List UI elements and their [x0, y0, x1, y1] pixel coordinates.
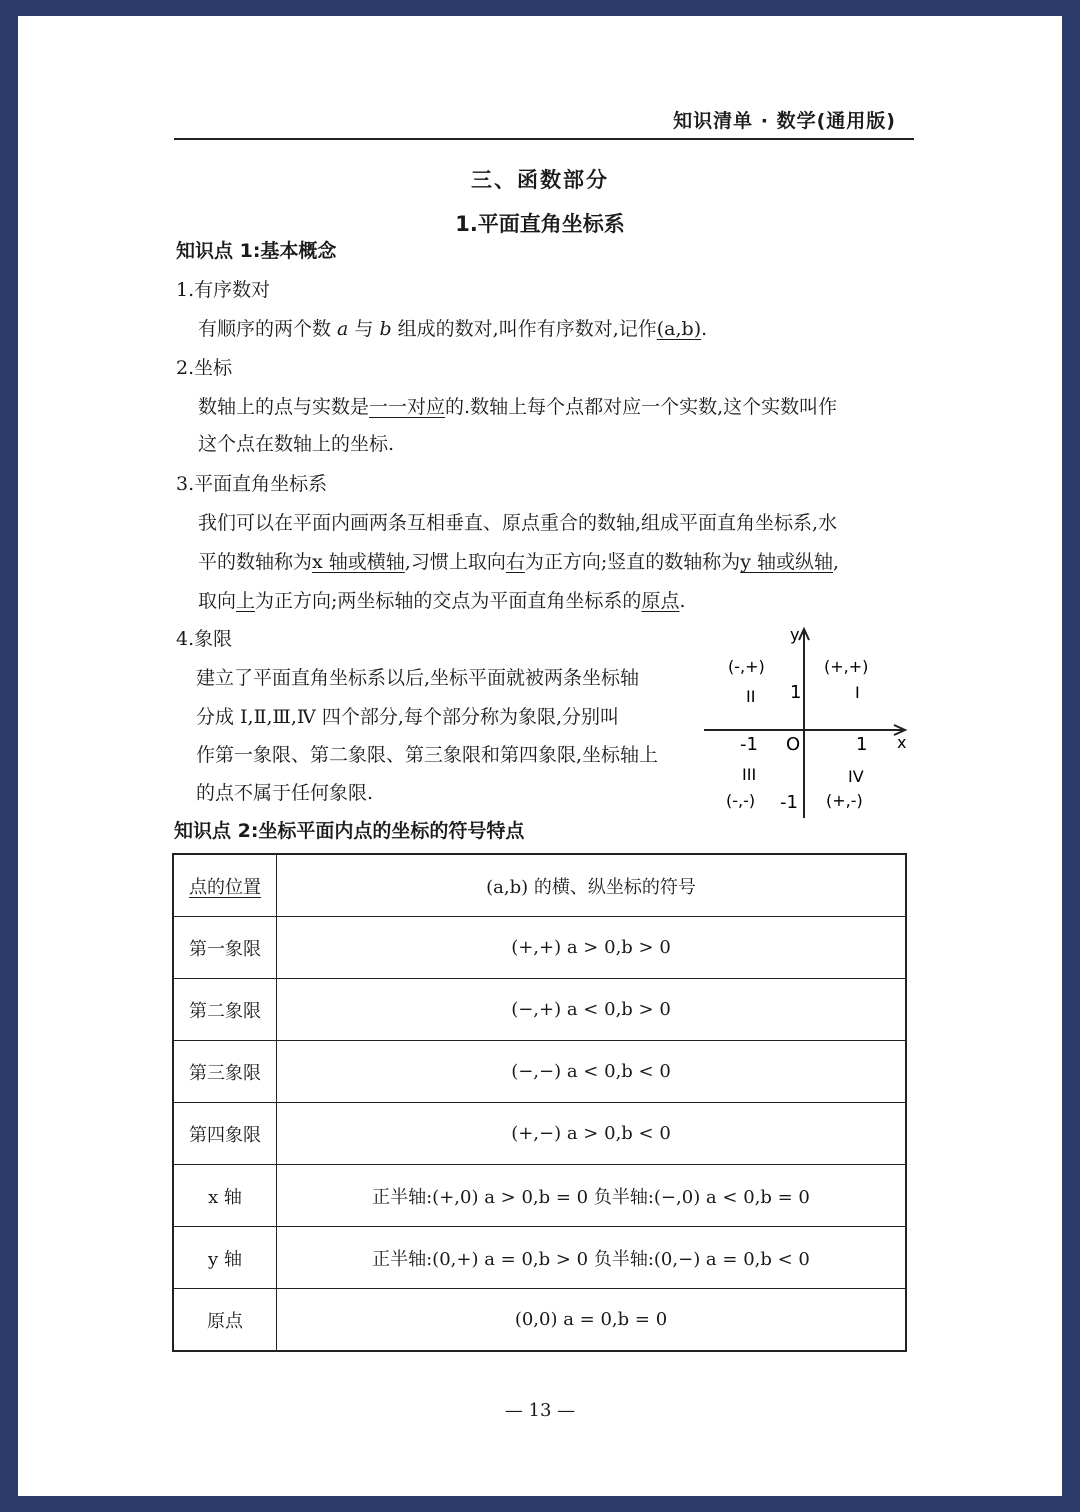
item2-text-b: 的.数轴上每个点都对应一个实数,这个实数叫作	[445, 396, 838, 418]
item4-line2: 分成 Ⅰ,Ⅱ,Ⅲ,Ⅳ 四个部分,每个部分称为象限,分别叫	[196, 706, 620, 728]
row-position: 第二象限	[173, 979, 277, 1041]
item3-l2-c: 为正方向;竖直的数轴称为	[524, 551, 741, 573]
var-b: b	[379, 318, 392, 340]
q2-label: II	[746, 687, 756, 706]
item2-line1	[198, 392, 837, 419]
x-axis-label: x	[897, 733, 907, 752]
row-position: 第三象限	[173, 1041, 277, 1103]
header-position: 点的位置	[189, 876, 261, 898]
x-axis-term: x 轴或横轴	[312, 551, 405, 573]
var-a: a	[337, 318, 349, 340]
item3-title: 3.平面直角坐标系	[176, 473, 328, 495]
section-title: 三、函数部分	[471, 168, 609, 192]
tick-pos-y: 1	[790, 682, 802, 703]
q4-label: IV	[848, 767, 864, 786]
item3-line1: 我们可以在平面内画两条互相垂直、原点重合的数轴,组成平面直角坐标系,水	[198, 512, 838, 534]
item2-title: 2.坐标	[176, 357, 233, 379]
sign-table	[172, 853, 907, 1352]
q3-sign: (-,-)	[726, 791, 756, 810]
row-sign: 正半轴:(0,+) a = 0,b > 0 负半轴:(0,−) a = 0,b < 0	[277, 1227, 907, 1289]
item3-l2-a: 平的数轴称为	[198, 551, 313, 573]
q2-sign: (-,+)	[728, 657, 765, 676]
item1-text-c: 组成的数对,叫作有序数对,记作	[391, 318, 657, 340]
table-header-cell: (a,b) 的横、纵坐标的符号	[277, 854, 907, 917]
y-axis-label: y	[790, 625, 800, 644]
q3-label: III	[742, 765, 757, 784]
item3-line2	[198, 547, 839, 574]
page-number: — 13 —	[504, 1400, 576, 1421]
row-position: 原点	[173, 1289, 277, 1352]
row-sign: (+,−) a > 0,b < 0	[277, 1103, 907, 1165]
table-row	[173, 979, 906, 1041]
item3-l2-b: ,习惯上取向	[404, 551, 506, 573]
item1-text-b: 与	[348, 318, 380, 340]
item3-line3	[198, 586, 686, 613]
up-term: 上	[236, 590, 256, 612]
item4-line1: 建立了平面直角坐标系以后,坐标平面就被两条坐标轴	[196, 667, 640, 689]
q1-label: I	[855, 683, 860, 702]
quadrant-diagram	[698, 622, 918, 822]
running-header: 知识清单 · 数学(通用版)	[673, 110, 896, 132]
row-sign: (−,+) a < 0,b > 0	[277, 979, 907, 1041]
table-row	[173, 917, 906, 979]
item4-line3: 作第一象限、第二象限、第三象限和第四象限,坐标轴上	[196, 744, 659, 766]
tick-neg-y: -1	[780, 792, 798, 813]
row-position: 第一象限	[173, 917, 277, 979]
table-header-cell	[173, 854, 277, 917]
item4-line4: 的点不属于任何象限.	[196, 782, 374, 804]
origin-term: 原点	[641, 590, 680, 612]
subsection-title: 1.平面直角坐标系	[455, 212, 625, 236]
item4-title: 4.象限	[176, 628, 233, 650]
table-row	[173, 1103, 906, 1165]
row-sign: (+,+) a > 0,b > 0	[277, 917, 907, 979]
row-position: x 轴	[173, 1165, 277, 1227]
item1-end: .	[701, 318, 708, 340]
item2-line2: 这个点在数轴上的坐标.	[198, 433, 395, 455]
q4-sign: (+,-)	[826, 791, 863, 810]
row-sign: (0,0) a = 0,b = 0	[277, 1289, 907, 1352]
item1-text	[198, 314, 707, 341]
header-rule	[174, 138, 914, 140]
ordered-pair-notation: (a,b)	[656, 318, 702, 340]
item2-text-a: 数轴上的点与实数是	[198, 396, 370, 418]
one-to-one-term: 一一对应	[369, 396, 446, 418]
tick-pos-x: 1	[856, 734, 868, 755]
document-page	[18, 16, 1062, 1496]
item3-l3-c: .	[679, 590, 686, 612]
table-row	[173, 1289, 906, 1352]
kp2-heading: 知识点 2:坐标平面内点的坐标的符号特点	[174, 820, 525, 842]
right-term: 右	[505, 551, 525, 573]
item3-l2-d: ,	[833, 551, 840, 573]
table-row	[173, 1165, 906, 1227]
item1-title: 1.有序数对	[176, 279, 271, 301]
row-sign: (−,−) a < 0,b < 0	[277, 1041, 907, 1103]
item3-l3-a: 取向	[198, 590, 237, 612]
item3-l3-b: 为正方向;两坐标轴的交点为平面直角坐标系的	[255, 590, 642, 612]
q1-sign: (+,+)	[824, 657, 869, 676]
table-header-row	[173, 854, 906, 917]
row-position: 第四象限	[173, 1103, 277, 1165]
table-row	[173, 1227, 906, 1289]
row-sign: 正半轴:(+,0) a > 0,b = 0 负半轴:(−,0) a < 0,b = 0	[277, 1165, 907, 1227]
item1-text-a: 有顺序的两个数	[198, 318, 338, 340]
origin-label: O	[786, 734, 801, 755]
kp1-heading: 知识点 1:基本概念	[176, 240, 337, 262]
table-row	[173, 1041, 906, 1103]
tick-neg-x: -1	[740, 734, 758, 755]
row-position: y 轴	[173, 1227, 277, 1289]
y-axis-term: y 轴或纵轴	[740, 551, 834, 573]
